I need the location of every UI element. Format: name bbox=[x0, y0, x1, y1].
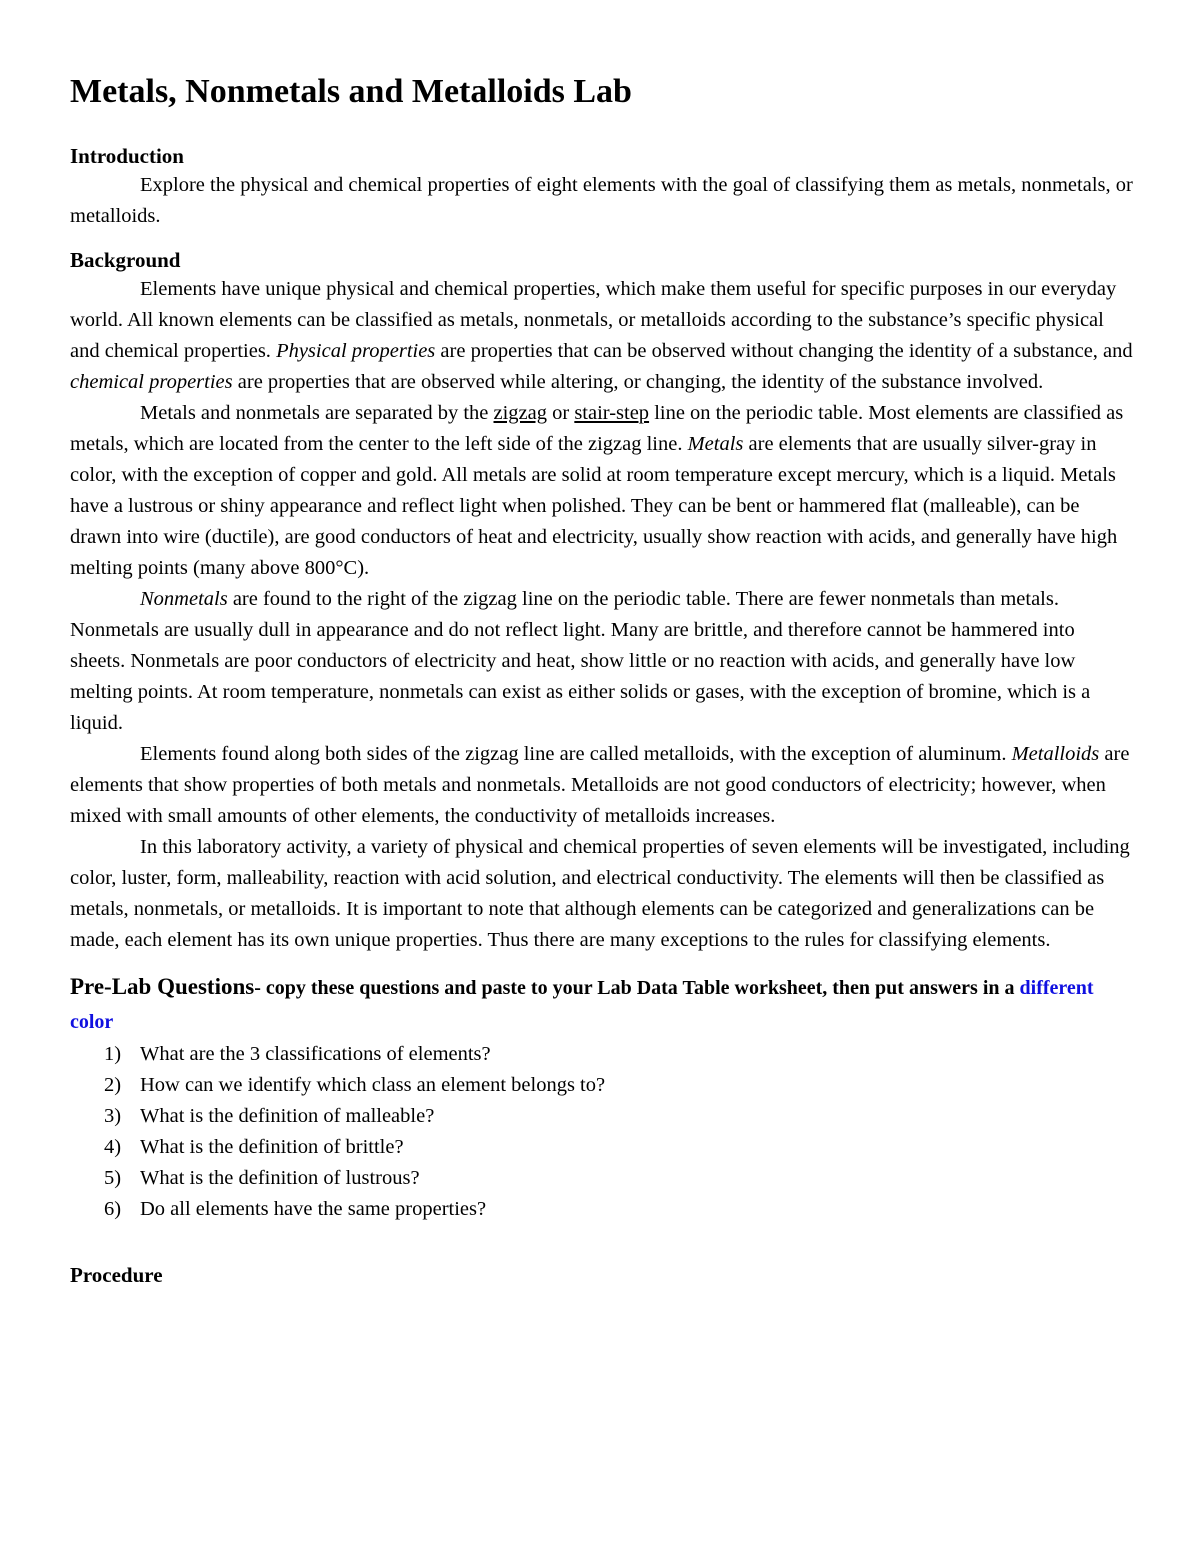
background-paragraph-4 bbox=[70, 739, 1135, 832]
text-span: Elements have unique physical and chemical properties, which make them useful for specific purposes in our everyday world. All known elements can be classified as metals, nonmetals, or metalloids according to the substance’s specific physical and chemical properties. bbox=[70, 278, 1117, 362]
term-metalloids: Metalloids bbox=[1011, 743, 1100, 765]
background-paragraph-5: In this laboratory activity, a variety of physical and chemical properties of seven elements will be investigated, including color, luster, form, malleability, reaction with acid solution, and electrical conductivity. The elements will then be classified as metals, nonmetals, or metalloids. It is important to note that although elements can be categorized and generalizations can be made, each element has its own unique properties. Thus there are many exceptions to the rules for classifying elements. bbox=[70, 836, 1130, 951]
question-text: What is the definition of malleable? bbox=[140, 1105, 435, 1127]
prelab-instruction: - copy these questions and paste to your Lab Data Table worksheet, then put answers in a bbox=[254, 977, 1020, 999]
question-text: Do all elements have the same properties? bbox=[140, 1198, 487, 1220]
term-stair-step: stair-step bbox=[574, 402, 650, 424]
question-text: How can we identify which class an element belongs to? bbox=[140, 1074, 606, 1096]
document-title: Metals, Nonmetals and Metalloids Lab bbox=[70, 73, 632, 110]
list-item bbox=[104, 1194, 1135, 1225]
question-number: 2) bbox=[104, 1074, 122, 1096]
procedure-heading: Procedure bbox=[70, 1263, 163, 1287]
question-text: What are the 3 classifications of elements? bbox=[140, 1043, 491, 1065]
list-item bbox=[104, 1101, 1135, 1132]
question-number: 1) bbox=[104, 1043, 122, 1065]
text-span: Metals and nonmetals are separated by the bbox=[140, 402, 494, 424]
prelab-highlight: different color bbox=[70, 977, 1094, 1033]
introduction-heading: Introduction bbox=[70, 144, 184, 168]
background-paragraph-3 bbox=[70, 584, 1135, 739]
prelab-question-list bbox=[70, 1039, 1135, 1225]
text-span: or bbox=[547, 402, 575, 424]
document-page bbox=[70, 70, 1135, 1289]
text-span: line on the periodic table. Most elements are classified as metals, which are located from the center to the left side of the zigzag line. bbox=[70, 402, 1124, 455]
list-item bbox=[104, 1070, 1135, 1101]
text-span: are elements that are usually silver-gray in color, with the exception of copper and gold. All metals are solid at room temperature except mercury, which is a liquid. Metals have a lustrous or shiny appearance and reflect light when polished. They can be bent or hammered flat (malleable), can be drawn into wire (ductile), are good conductors of heat and electricity, usually show reaction with acids, and generally have high melting points (many above 800°C). bbox=[70, 433, 1118, 579]
question-text: What is the definition of brittle? bbox=[140, 1136, 404, 1158]
question-number: 3) bbox=[104, 1105, 122, 1127]
background-heading: Background bbox=[70, 248, 181, 272]
prelab-title: Pre-Lab Questions bbox=[70, 974, 255, 999]
background-paragraph-1 bbox=[70, 274, 1135, 398]
text-span: are elements that show properties of both metals and nonmetals. Metalloids are not good conductors of electricity; however, when mixed with small amounts of other elements, the conductivity of metalloids increases. bbox=[70, 743, 1130, 827]
list-item bbox=[104, 1132, 1135, 1163]
text-span: are properties that are observed while altering, or changing, the identity of the substance involved. bbox=[232, 371, 1044, 393]
question-number: 5) bbox=[104, 1167, 122, 1189]
term-physical-properties: Physical properties bbox=[276, 340, 436, 362]
text-span: are properties that can be observed without changing the identity of a substance, and bbox=[435, 340, 1133, 362]
term-metals: Metals bbox=[687, 433, 744, 455]
term-nonmetals: Nonmetals bbox=[140, 588, 228, 610]
background-paragraph-2 bbox=[70, 398, 1135, 584]
question-number: 6) bbox=[104, 1198, 122, 1220]
question-number: 4) bbox=[104, 1136, 122, 1158]
list-item bbox=[104, 1039, 1135, 1070]
prelab-heading bbox=[70, 970, 1135, 1039]
term-chemical-properties: chemical properties bbox=[70, 371, 233, 393]
introduction-text: Explore the physical and chemical properties of eight elements with the goal of classifying them as metals, nonmetals, or metalloids. bbox=[70, 174, 1133, 227]
list-item bbox=[104, 1163, 1135, 1194]
text-span: are found to the right of the zigzag line on the periodic table. There are fewer nonmetals than metals. Nonmetals are usually dull in appearance and do not reflect light. Many are brittle, and therefore cannot be hammered into sheets. Nonmetals are poor conductors of electricity and heat, show little or no reaction with acids, and generally have low melting points. At room temperature, nonmetals can exist as either solids or gases, with the exception of bromine, which is a liquid. bbox=[70, 588, 1091, 734]
question-text: What is the definition of lustrous? bbox=[140, 1167, 420, 1189]
text-span: Elements found along both sides of the zigzag line are called metalloids, with the exception of aluminum. bbox=[140, 743, 1012, 765]
term-zigzag: zigzag bbox=[493, 402, 547, 424]
